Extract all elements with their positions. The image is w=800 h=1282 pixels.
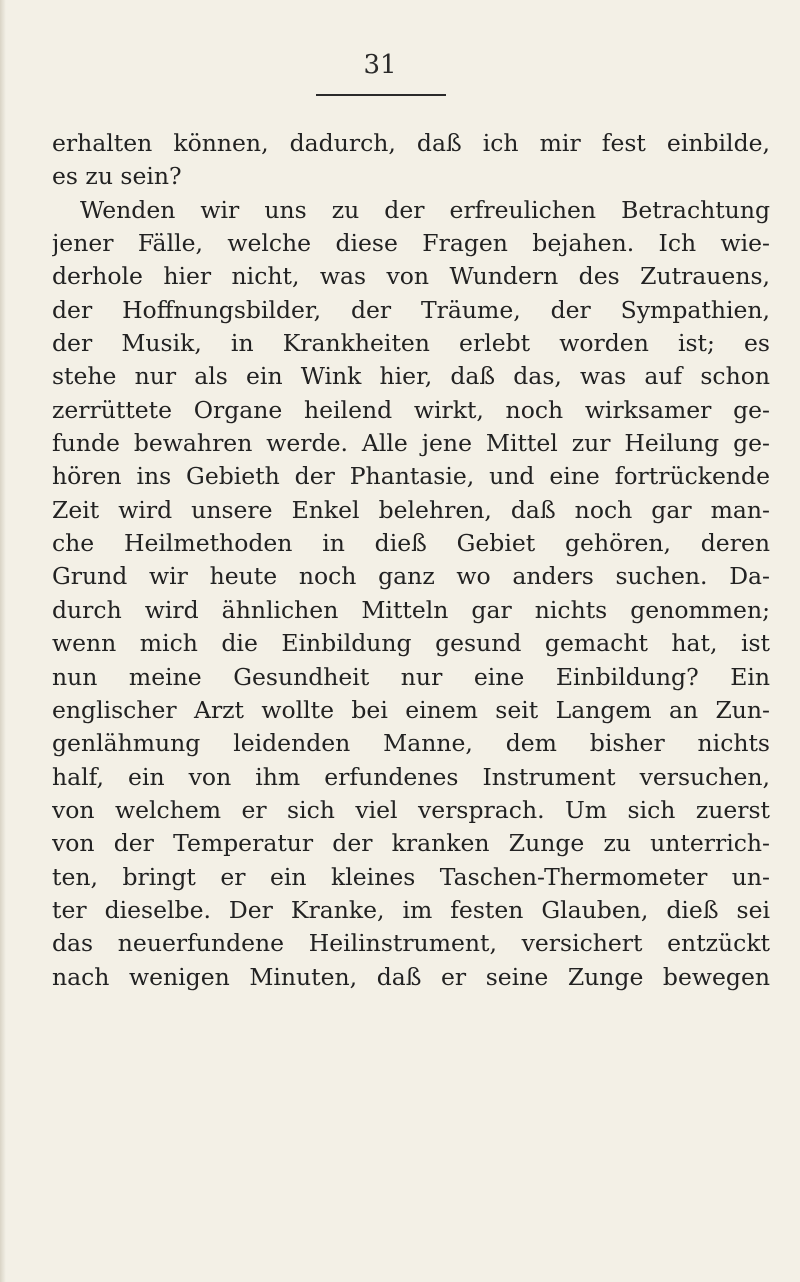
text-line: nach wenigen Minuten, daß er seine Zunge bewegen	[52, 962, 770, 991]
text-line: erhalten können, dadurch, daß ich mir fest einbilde,	[52, 129, 770, 157]
text-line: durch wird ähnlichen Mitteln gar nichts genommen;	[52, 595, 770, 624]
text-line: hören ins Gebieth der Phantasie, und eine fortrückende	[52, 462, 770, 491]
text-line: es zu sein?	[52, 162, 182, 191]
text-line: ter dieselbe. Der Kranke, im festen Glauben, dieß sei	[52, 895, 770, 924]
header-rule	[316, 94, 446, 96]
body-text	[52, 127, 770, 994]
text-line: nun meine Gesundheit nur eine Einbildung? Ein	[52, 662, 770, 691]
text-line: stehe nur als ein Wink hier, daß das, was auf schon	[52, 362, 770, 391]
text-line: zerrüttete Organe heilend wirkt, noch wirksamer ge-	[52, 395, 770, 424]
text-line: der Hoffnungsbilder, der Träume, der Sympathien,	[52, 295, 770, 324]
text-line: von der Temperatur der kranken Zunge zu unterrich-	[52, 829, 770, 858]
page-number: 31	[363, 50, 397, 80]
text-line: englischer Arzt wollte bei einem seit Langem an Zun-	[52, 695, 770, 724]
text-line: funde bewahren werde. Alle jene Mittel zur Heilung ge-	[52, 429, 770, 458]
text-line: che Heilmethoden in dieß Gebiet gehören, deren	[52, 529, 770, 558]
text-line: wenn mich die Einbildung gesund gemacht hat, ist	[52, 629, 770, 658]
text-line: jener Fälle, welche diese Fragen bejahen. Ich wie-	[52, 229, 770, 258]
page-edge-shadow	[0, 0, 6, 1282]
text-line: ten, bringt er ein kleines Taschen-Thermometer un-	[52, 862, 770, 891]
text-line: der Musik, in Krankheiten erlebt worden ist; es	[52, 329, 770, 358]
text-line: derhole hier nicht, was von Wundern des Zutrauens,	[52, 262, 770, 291]
paragraph-start-line: Wenden wir uns zu der erfreulichen Betrachtung	[80, 195, 770, 224]
text-line: Grund wir heute noch ganz wo anders suchen. Da-	[52, 562, 770, 591]
text-line: half, ein von ihm erfundenes Instrument versuchen,	[52, 762, 770, 791]
text-line: genlähmung leidenden Manne, dem bisher nichts	[52, 729, 770, 758]
text-line: das neuerfundene Heilinstrument, versichert entzückt	[52, 929, 770, 958]
text-line: Zeit wird unsere Enkel belehren, daß noch gar man-	[52, 495, 770, 524]
text-line: von welchem er sich viel versprach. Um sich zuerst	[52, 795, 770, 824]
